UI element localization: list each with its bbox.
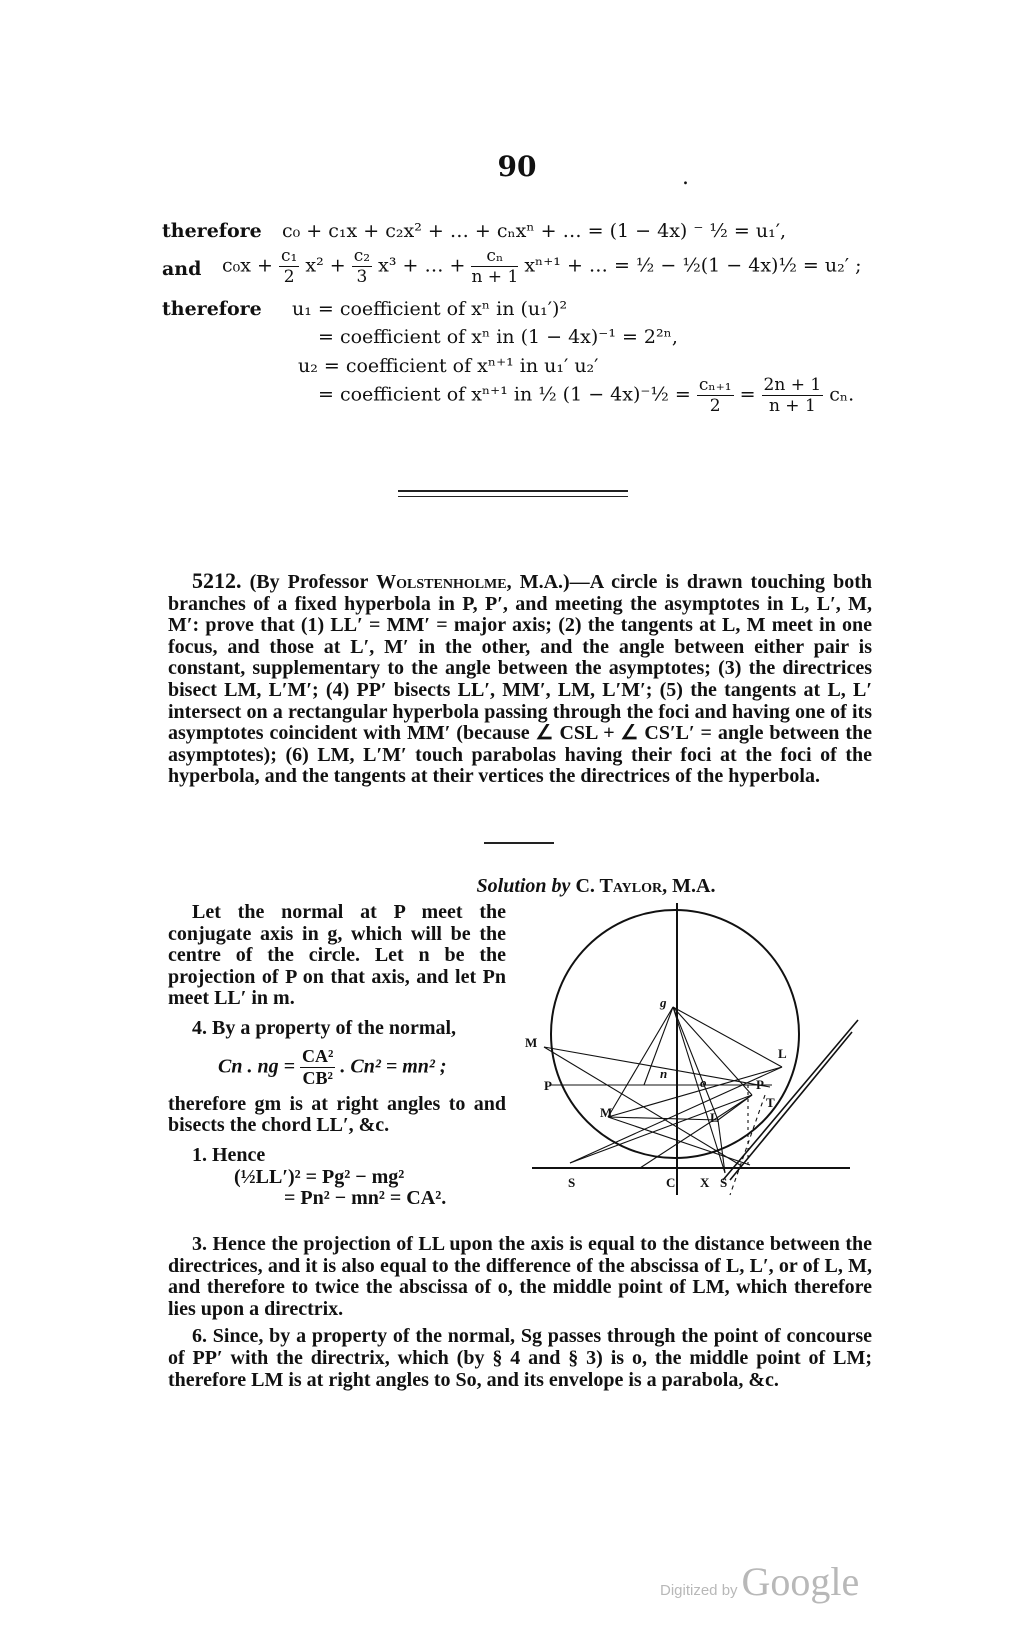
eq-line2-frac3: $\frac{\text{cₙ}}{n + 1}$ [471,246,519,287]
eq-line6 [318,375,854,416]
figure-circle [551,910,799,1158]
eq-line2 [222,246,861,287]
solution-eq1a: (½LL′)² = Pg² − mg² [234,1165,405,1188]
short-rule [484,842,554,844]
solution-para6: 6. Since, by a property of the normal, Sg passes through the point of concourse of PP′ with the directrix, which (by § 4 and § 3) is o, the middle point of LM; therefore LM is at right angles to So, and its envelope is a parabola, &c. [168,1325,872,1391]
problem-author-suffix: , M.A.)— [506,571,590,593]
figure-label-n: n [660,1066,668,1081]
eq-line3: u₁ = coefficient of xⁿ in (u₁′)² [292,298,568,320]
eq-line6-frac1: $\frac{\text{cₙ₊₁}}{2}$ [698,375,732,416]
problem-number: 5212. [192,568,242,593]
figure-label-S2: S [720,1175,728,1190]
figure-label-g: g [660,995,667,1010]
eq-line6-start: = coefficient of xⁿ⁺¹ in ½ (1 − 4x)⁻½ = [318,383,691,406]
page-number: 90 [497,150,537,183]
eq-line2-end: xⁿ⁺¹ + … = ½ − ½(1 − 4x)½ = u₂′ ; [524,254,862,277]
figure-label-L2: L [710,1110,719,1125]
solution-left-column [168,902,506,1210]
eq-line2-label: and [162,258,202,280]
eq-line2-frac1: $\frac{\text{c₁}}{2}$ [280,246,298,287]
figure-label-S: S [568,1175,576,1190]
solution-heading-author: C. Taylor [575,875,663,897]
solution-heading-suffix: , M.A. [662,875,716,897]
figure-label-T: T [766,1095,775,1110]
figure-label-o: o [700,1075,707,1090]
problem-author-prefix: (By Professor [249,571,369,593]
solution-para4: 4. By a property of the normal, [192,1016,457,1039]
solution-para4b: therefore gm is at right angles to and bisects the chord LL′, &c. [168,1092,506,1137]
solution-eq4: Cn . ng = $\frac{\text{CA²}}{\text{CB²}}$ . Cn² = mn² ; [218,1045,447,1089]
problem-statement [168,570,872,788]
figure-label-X: X [700,1175,710,1190]
watermark-brand: Google [741,1559,860,1604]
eq-line1-label: therefore [162,220,262,242]
eq-line2-start: c₀x + [222,254,273,277]
figure-label-M2: M [600,1105,613,1120]
eq-line6-frac2: $\frac{2n + 1}{n + 1}$ [763,375,822,416]
eq-line2-mid1: x² + [305,254,346,277]
eq-line2-mid2: x³ + … + [378,254,466,277]
solution-eq1b: = Pn² − mn² = CA². [284,1187,447,1210]
solution-lower [168,1234,872,1391]
eq-line3-label: therefore [162,298,262,320]
solution-heading-prefix: Solution by [476,875,571,897]
solution-para1b: 1. Hence [192,1143,266,1166]
eq-line2-frac2: $\frac{\text{c₂}}{3}$ [353,246,371,287]
figure-label-C: C [666,1175,676,1190]
stray-mark: . [682,165,689,190]
separator-rule-top [398,490,628,492]
google-watermark [660,1558,859,1605]
problem-author: Wolstenholme [376,571,507,593]
figure-label-P: P [544,1078,552,1093]
eq-line5: u₂ = coefficient of xⁿ⁺¹ in u₁′ u₂′ [298,355,599,377]
geometry-figure [520,895,870,1225]
separator-rule-bottom [398,496,628,497]
problem-text: A circle is drawn touching both branches of a fixed hyperbola in P, P′, and meeting the asymptotes in L, L′, M, M′: prove that (1) LL′ = MM′ = major axis; (2) the tangents at L, M meet in one focus, and those at L′, M′ in the other, and the angle between either pair is constant, supplementary to the angle between the asymptotes; (3) the directrices bisect LM, L′M′; (4) PP′ bisects LL′, MM′, LM, L′M′; (5) the tangents at L, L′ intersect on a rectangular hyperbola passing through the foci and having one of its asymptotes coincident with MM′ (because ∠ CSL + ∠ CS′L′ = angle between the asymptotes); (6) LM, L′M′ touch parabolas having their foci at the foci of the hyperbola, and the tangents at their vertices the directrices of the hyperbola. [168,571,873,788]
figure-label-P2: P [756,1077,764,1092]
figure-label-L: L [778,1046,787,1061]
eq-line1: c₀ + c₁x + c₂x² + … + cₙxⁿ + … = (1 − 4x) ⁻ ½ = u₁′, [282,220,787,242]
watermark-prefix: Digitized by [660,1582,738,1599]
solution-para3: 3. Hence the projection of LL upon the axis is equal to the distance between the directrices, and it is also equal to the difference of the abscissa of L, L′, or of L, M, and therefore to twice the abscissa of o, the middle point of LM, which therefore lies upon a directrix. [168,1233,872,1320]
solution-para1: Let the normal at P meet the conjugate axis in g, which will be the centre of the circle. Let n be the projection of P on that axis, and let Pn meet LL′ in m. [168,901,506,1010]
eq-line6-end: cₙ. [829,383,855,406]
figure-label-M: M [525,1035,538,1050]
eq-line6-eq: = [739,383,756,406]
eq-line4: = coefficient of xⁿ in (1 − 4x)⁻¹ = 2²ⁿ, [318,326,678,348]
